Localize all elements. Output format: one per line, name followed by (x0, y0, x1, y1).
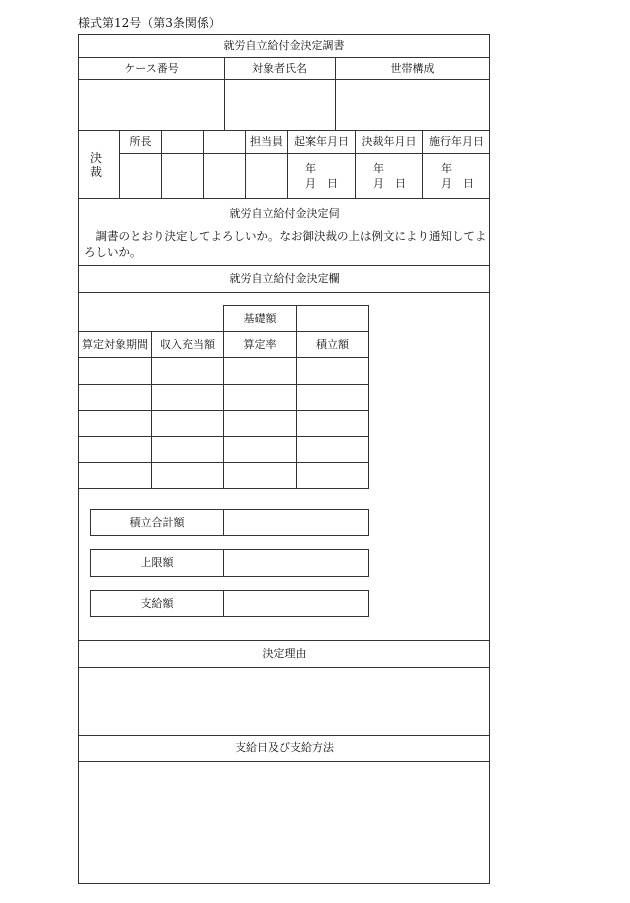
chief-seal-field[interactable] (120, 154, 161, 198)
base-amount-label: 基礎額 (243, 312, 277, 325)
seal-field-2[interactable] (162, 154, 203, 198)
column-header: 算定対象期間 (82, 338, 148, 351)
case-number-label: ケース番号 (124, 62, 179, 75)
total-accumulated-field[interactable] (223, 509, 369, 536)
upper-limit-label: 上限額 (140, 556, 174, 569)
table-row[interactable] (79, 385, 369, 410)
decision-year: 年 (373, 162, 384, 175)
draft-date-label: 起案年月日 (294, 135, 349, 148)
inquiry-body: 調書のとおり決定してよろしいか。なお御決裁の上は例文により通知してよろしいか。 (84, 229, 487, 259)
payment-method-field[interactable] (79, 762, 490, 883)
case-number-field[interactable] (79, 80, 224, 130)
column-header: 収入充当額 (160, 338, 215, 351)
total-accumulated-label: 積立合計額 (129, 516, 185, 529)
household-label: 世帯構成 (390, 62, 435, 75)
chief-label: 所長 (129, 135, 152, 148)
column-header: 算定率 (243, 338, 277, 351)
draft-month-day: 月 日 (305, 177, 338, 190)
subject-name-label: 対象者氏名 (252, 62, 307, 75)
staff-label: 担当員 (250, 135, 283, 148)
base-amount-field[interactable] (297, 306, 368, 331)
decision-date-label: 決裁年月日 (361, 135, 417, 148)
enforce-month-day: 月 日 (441, 177, 474, 190)
form-number: 様式第12号（第3条関係） (78, 16, 221, 30)
table-row[interactable] (79, 437, 369, 462)
column-header: 積立額 (316, 338, 349, 351)
upper-limit-field[interactable] (223, 549, 369, 577)
table-row[interactable] (79, 463, 369, 488)
payment-amount-field[interactable] (223, 590, 369, 617)
approval-label: 決裁 (89, 151, 102, 179)
payment-method-title: 支給日及び支給方法 (235, 741, 334, 754)
payment-amount-label: 支給額 (140, 597, 174, 610)
inquiry-title: 就労自立給付金決定伺 (229, 207, 340, 220)
seal-field-3[interactable] (204, 154, 245, 198)
enforce-year: 年 (441, 162, 452, 175)
draft-year: 年 (305, 162, 316, 175)
reason-field[interactable] (79, 668, 490, 734)
household-field[interactable] (336, 80, 490, 130)
form-title: 就労自立給付金決定調書 (223, 39, 345, 52)
staff-seal-field[interactable] (246, 154, 287, 198)
decision-month-day: 月 日 (373, 177, 406, 190)
decision-title: 就労自立給付金決定欄 (229, 272, 340, 285)
table-row[interactable] (79, 411, 369, 436)
table-row[interactable] (79, 358, 369, 384)
subject-name-field[interactable] (225, 80, 335, 130)
enforce-date-label: 施行年月日 (429, 135, 484, 148)
reason-title: 決定理由 (262, 647, 307, 660)
